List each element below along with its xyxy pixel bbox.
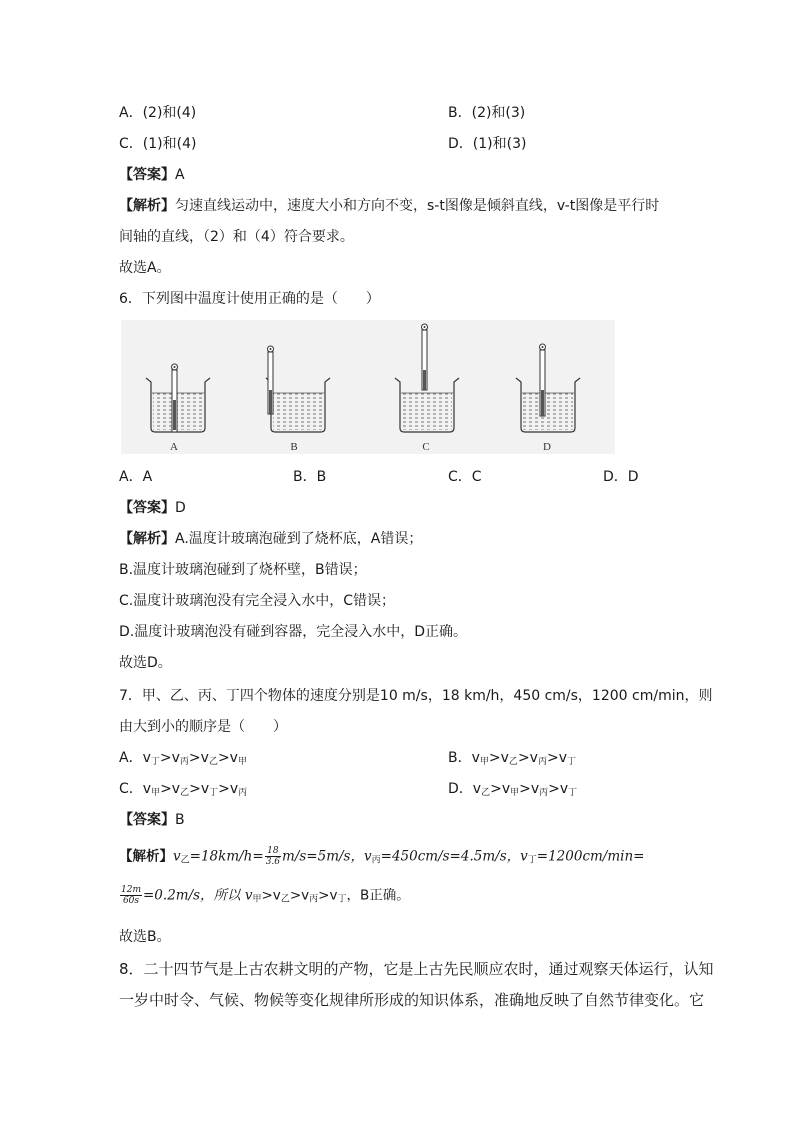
q5-analysis-line2: 间轴的直线，（2）和（4）符合要求。 <box>119 229 354 245</box>
q7-option-b: B．$v_甲>v_乙>v_丙>v_丁$ <box>448 750 576 767</box>
q6-answer <box>119 498 186 518</box>
q5-option-b: B．(2)和(3) <box>448 105 526 121</box>
q7-conclusion: 故选B。 <box>119 929 171 945</box>
q7-answer <box>119 810 185 830</box>
figure-label-a: A <box>170 441 178 453</box>
q5-option-a: A．(2)和(4) <box>119 105 197 121</box>
q7-analysis-equation-cont: $\frac{12m}{60s}$ =0.2m/s，所以 $v_甲>v_乙>v_丙>v_丁$，B正确。 <box>121 885 410 906</box>
analysis-text: 匀速直线运动中，速度大小和方向不变，s-t图像是倾斜直线，v-t图像是平行时 <box>175 198 660 214</box>
analysis-text: A.温度计玻璃泡碰到了烧杯底，A错误； <box>175 531 423 547</box>
q6-option-a: A．A <box>119 469 153 485</box>
answer-tag: 【答案】 <box>119 812 175 828</box>
q6-conclusion: 故选D。 <box>119 655 172 671</box>
q6-option-c: C．C <box>448 469 482 485</box>
thermometer-diagram <box>121 320 615 454</box>
q5-option-c: C．(1)和(4) <box>119 136 197 152</box>
q6-option-d: D．D <box>603 469 639 485</box>
q6-analysis-line2: B.温度计玻璃泡碰到了烧杯壁，B错误； <box>119 562 367 578</box>
analysis-tag: 【解析】 <box>119 198 175 214</box>
analysis-tag: 【解析】 <box>119 848 173 865</box>
beaker-a <box>146 364 210 432</box>
answer-value: D <box>175 500 186 516</box>
fraction-18-over-3.6: $\frac{18}{3.6}$ <box>265 846 281 867</box>
beaker-d <box>516 344 580 432</box>
q5-conclusion: 故选A。 <box>119 260 171 276</box>
q6-question: 6．下列图中温度计使用正确的是（ ） <box>119 291 380 307</box>
q8-line2: 一岁中时令、气候、物候等变化规律所形成的知识体系，准确地反映了自然节律变化。它 <box>119 991 705 1009</box>
beaker-b <box>266 346 330 432</box>
q6-analysis-line1 <box>119 529 422 549</box>
thermometer-figure <box>121 320 615 454</box>
q5-analysis-line1 <box>119 196 659 216</box>
q7-option-c: C．$v_甲>v_乙>v_丁>v_丙$ <box>119 781 248 798</box>
q5-option-d: D．(1)和(3) <box>448 136 527 152</box>
answer-tag: 【答案】 <box>119 167 175 183</box>
answer-value: B <box>175 812 185 828</box>
answer-value: A <box>175 167 185 183</box>
q7-question-line2: 由大到小的顺序是（ ） <box>119 719 287 735</box>
beaker-c <box>395 324 459 432</box>
figure-label-c: C <box>422 441 430 453</box>
q6-option-b: B．B <box>293 469 327 485</box>
q5-answer <box>119 165 185 185</box>
q6-analysis-line3: C.温度计玻璃泡没有完全浸入水中，C错误； <box>119 593 395 609</box>
fraction-12m-over-60s: $\frac{12m}{60s}$ <box>121 885 141 906</box>
figure-label-d: D <box>543 441 551 453</box>
analysis-tag: 【解析】 <box>119 531 175 547</box>
q8-line1: 8．二十四节气是上古农耕文明的产物，它是上古先民顺应农时，通过观察天体运行，认知 <box>119 960 714 978</box>
q7-question-line1: 7．甲、乙、丙、丁四个物体的速度分别是10 m/s，18 km/h，450 cm/s，1200 cm/min，则 <box>119 688 713 704</box>
q6-analysis-line4: D.温度计玻璃泡没有碰到容器，完全浸入水中，D正确。 <box>119 624 468 640</box>
figure-label-b: B <box>290 441 298 453</box>
q7-option-d: D．$v_乙>v_甲>v_丙>v_丁$ <box>448 781 578 798</box>
q7-option-a: A．$v_丁>v_丙>v_乙>v_甲$ <box>119 750 247 767</box>
answer-tag: 【答案】 <box>119 500 175 516</box>
q7-analysis-equation: 【解析】$v_乙=18km/h=$ $\frac{18}{3.6}$ m/s=5m/s，$v_丙=450cm/s=4.5m/s$，$v_丁=1200cm/\min=$ <box>119 846 645 867</box>
